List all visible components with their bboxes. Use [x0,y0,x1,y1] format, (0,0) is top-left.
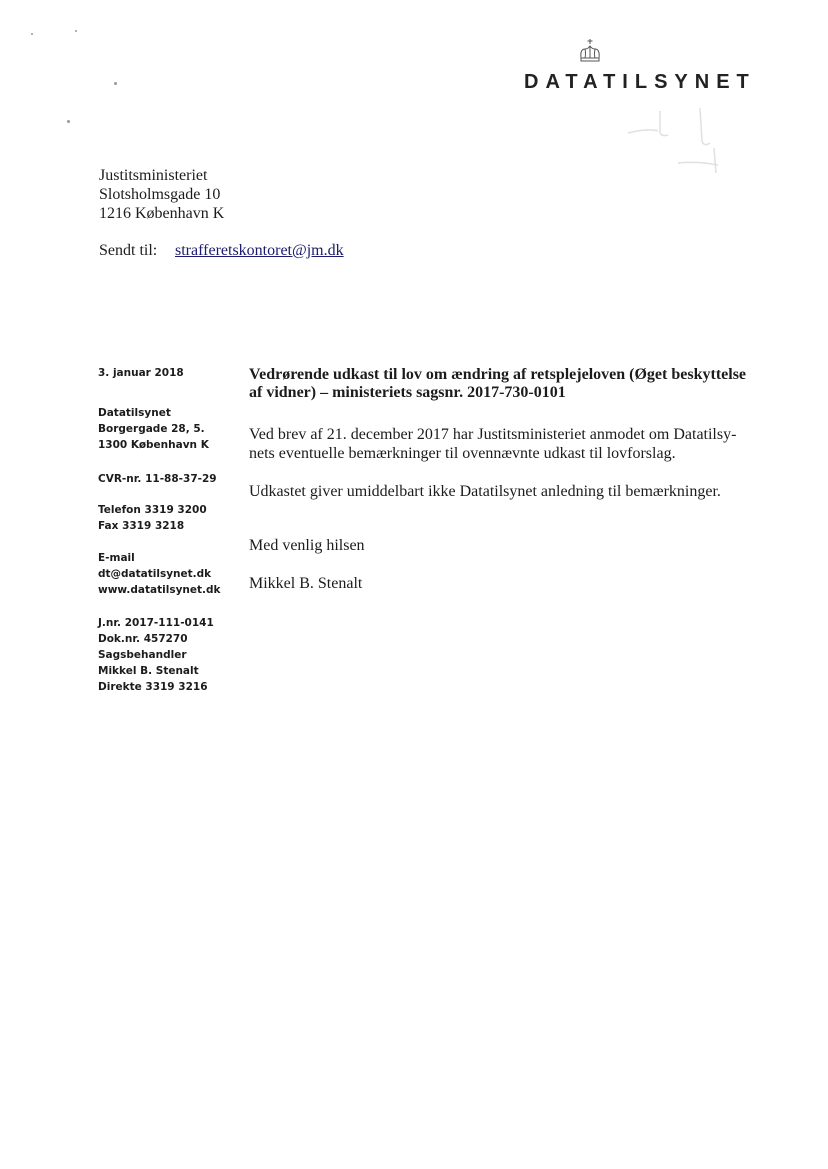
scan-speck [67,120,70,123]
signature-name: Mikkel B. Stenalt [249,575,363,592]
recipient-name: Justitsministeriet [99,167,208,184]
body-paragraph-2: Udkastet giver umiddelbart ikke Datatilsynet anledning til bemærkninger. [249,483,721,500]
phone-number: Telefon 3319 3200 [98,504,207,516]
sender-name: Datatilsynet [98,407,171,419]
scan-speck [31,33,33,35]
handler-label: Sagsbehandler [98,649,187,661]
scan-speck [114,82,117,85]
handwritten-mark [618,103,728,183]
paragraph-1-line-1: Ved brev af 21. december 2017 har Justitsministeriet anmodet om Datatilsy- [249,426,737,443]
sent-to-line [99,242,344,260]
direct-phone: Direkte 3319 3216 [98,681,208,693]
crown-icon [577,38,603,64]
document-number: Dok.nr. 457270 [98,633,188,645]
subject-line-2: af vidner) – ministeriets sagsnr. 2017-730-0101 [249,384,566,401]
cvr-number: CVR-nr. 11-88-37-29 [98,473,217,485]
sender-address [98,405,209,453]
sender-website[interactable]: www.datatilsynet.dk [98,584,221,596]
letter-subject [249,366,769,402]
journal-number: J.nr. 2017-111-0141 [98,617,214,629]
subject-line-1: Vedrørende udkast til lov om ændring af retsplejeloven (Øget beskyttelse [249,366,747,383]
body-paragraph-1 [249,425,769,463]
sent-to-label: Sendt til: [99,242,158,259]
recipient-city: 1216 København K [99,205,225,222]
handler-name: Mikkel B. Stenalt [98,665,199,677]
scan-speck [75,30,77,32]
case-block [98,615,214,695]
fax-number: Fax 3319 3218 [98,520,185,532]
letter-date: 3. januar 2018 [98,367,184,379]
sender-street: Borgergade 28, 5. [98,423,205,435]
sender-email[interactable]: dt@datatilsynet.dk [98,568,212,580]
contact-block [98,550,221,598]
brand-wordmark: DATATILSYNET [524,71,756,93]
sent-to-email-link[interactable]: strafferetskontoret@jm.dk [175,242,344,259]
paragraph-1-line-2: nets eventuelle bemærkninger til ovennævnte udkast til lovforslag. [249,445,676,462]
closing-greeting: Med venlig hilsen [249,537,365,554]
recipient-address [99,166,224,223]
sender-city: 1300 København K [98,439,209,451]
phone-block [98,502,207,534]
email-label: E-mail [98,552,135,564]
recipient-street: Slotsholmsgade 10 [99,186,221,203]
